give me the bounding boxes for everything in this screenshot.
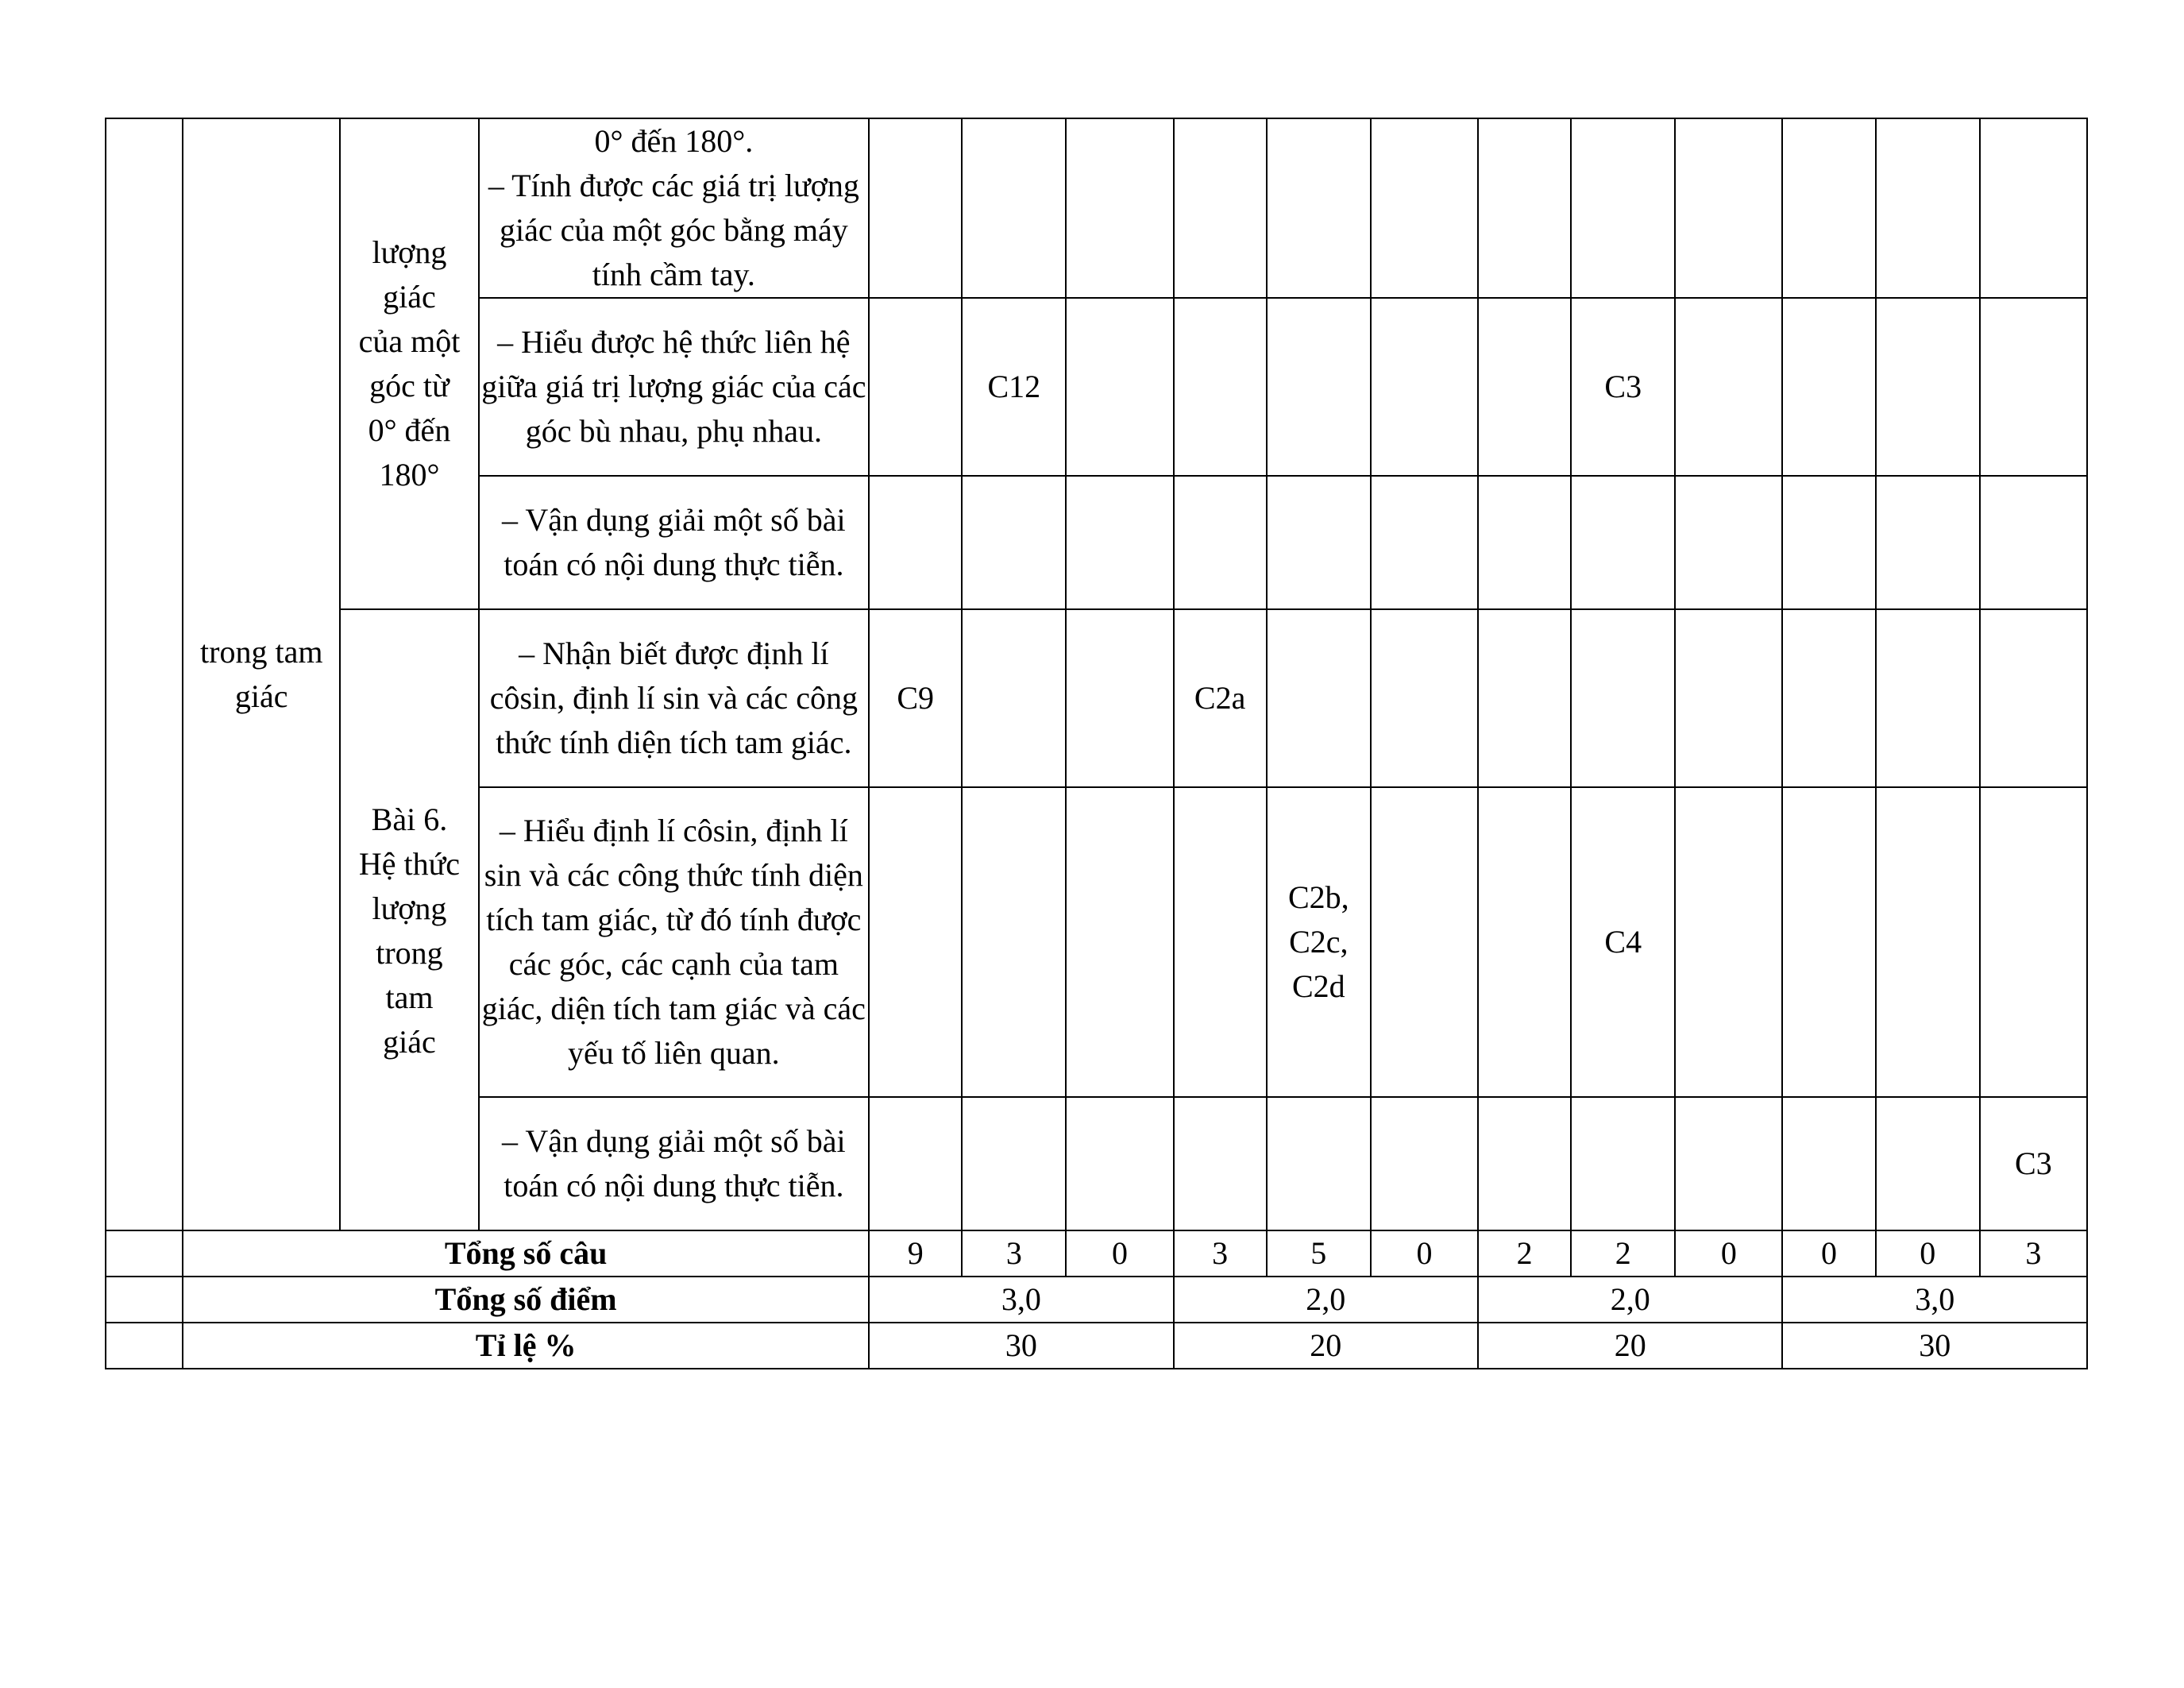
lesson-a-cell xyxy=(340,118,478,609)
level-cell xyxy=(1876,609,1980,787)
requirement-text: – Hiểu được hệ thức liên hệ giữa giá trị lượng giác của các góc bù nhau, phụ nhau. xyxy=(481,324,866,449)
total-points-label: Tổng số điểm xyxy=(183,1277,869,1323)
total-questions-value: 2 xyxy=(1571,1230,1675,1277)
level-cell xyxy=(1876,118,1980,298)
level-cell xyxy=(1267,118,1371,298)
level-cell xyxy=(1980,609,2087,787)
level-cell xyxy=(1478,787,1571,1097)
lesson-b-line: Hệ thức xyxy=(358,846,461,882)
level-cell xyxy=(962,476,1066,609)
level-cell xyxy=(1478,1097,1571,1230)
level-cell xyxy=(1174,118,1267,298)
level-cell xyxy=(1371,609,1478,787)
lesson-a-line: 0° đến xyxy=(368,412,451,448)
stt-cell xyxy=(106,1277,183,1323)
total-points-row xyxy=(106,1277,2087,1323)
total-points-value: 3,0 xyxy=(1782,1277,2087,1323)
total-questions-value: 2 xyxy=(1478,1230,1571,1277)
level-cell xyxy=(1980,476,2087,609)
total-questions-value: 0 xyxy=(1675,1230,1782,1277)
level-cell xyxy=(869,298,962,476)
lesson-b-line: giác xyxy=(383,1024,436,1060)
ratio-value: 30 xyxy=(1782,1323,2087,1369)
requirement-text: – Hiểu định lí côsin, định lí sin và các công thức tính diện tích tam giác, từ đó tính được các góc, các cạnh của tam giác, diện tích tam giác và các yếu tố liên quan. xyxy=(481,813,866,1071)
level-cell xyxy=(1267,476,1371,609)
level-cell xyxy=(1675,609,1782,787)
level-cell: C4 xyxy=(1571,787,1675,1097)
stt-cell xyxy=(106,1230,183,1277)
requirement-text: – Nhận biết được định lí côsin, định lí sin và các công thức tính diện tích tam giác. xyxy=(489,635,858,760)
level-cell: C2a xyxy=(1174,609,1267,787)
requirement-cell xyxy=(479,118,870,298)
requirement-text: – Vận dụng giải một số bài toán có nội dung thực tiễn. xyxy=(502,1123,846,1203)
level-cell xyxy=(1571,476,1675,609)
level-cell xyxy=(1782,1097,1875,1230)
level-cell xyxy=(962,118,1066,298)
total-points-value: 2,0 xyxy=(1174,1277,1478,1323)
level-cell xyxy=(1675,787,1782,1097)
level-cell xyxy=(1478,298,1571,476)
level-cell xyxy=(1478,609,1571,787)
matrix-row xyxy=(106,118,2087,298)
level-cell xyxy=(1066,1097,1173,1230)
ratio-value: 20 xyxy=(1478,1323,1782,1369)
level-cell xyxy=(962,1097,1066,1230)
total-points-value: 2,0 xyxy=(1478,1277,1782,1323)
level-cell xyxy=(1782,609,1875,787)
level-cell xyxy=(1371,787,1478,1097)
level-cell xyxy=(869,118,962,298)
level-cell xyxy=(1980,118,2087,298)
total-questions-value: 5 xyxy=(1267,1230,1371,1277)
level-cell: C12 xyxy=(962,298,1066,476)
level-cell xyxy=(1675,1097,1782,1230)
ratio-row xyxy=(106,1323,2087,1369)
level-cell xyxy=(1066,118,1173,298)
lesson-b-line: lượng xyxy=(372,890,447,926)
level-cell xyxy=(1174,1097,1267,1230)
assessment-matrix-table xyxy=(105,118,2088,1369)
stt-cell xyxy=(106,1323,183,1369)
total-points-value: 3,0 xyxy=(869,1277,1173,1323)
level-cell xyxy=(1066,787,1173,1097)
level-cell xyxy=(1571,118,1675,298)
total-questions-value: 0 xyxy=(1782,1230,1875,1277)
lesson-b-line: trong xyxy=(376,935,443,971)
total-questions-row xyxy=(106,1230,2087,1277)
level-cell: C3 xyxy=(1980,1097,2087,1230)
requirement-text: 0° đến 180°. – Tính được các giá trị lượng giác của một góc bằng máy tính cầm tay. xyxy=(488,123,859,292)
level-cell xyxy=(1174,298,1267,476)
total-questions-value: 3 xyxy=(1980,1230,2087,1277)
total-questions-value: 9 xyxy=(869,1230,962,1277)
total-questions-value: 0 xyxy=(1876,1230,1980,1277)
level-cell xyxy=(1571,609,1675,787)
level-cell: C9 xyxy=(869,609,962,787)
requirement-cell xyxy=(479,476,870,609)
level-cell xyxy=(1174,476,1267,609)
level-cell xyxy=(1675,118,1782,298)
ratio-value: 30 xyxy=(869,1323,1173,1369)
level-cell xyxy=(869,1097,962,1230)
lesson-b-line: tam xyxy=(385,979,434,1015)
level-cell xyxy=(1066,298,1173,476)
requirement-cell xyxy=(479,609,870,787)
total-questions-label: Tổng số câu xyxy=(183,1230,869,1277)
total-questions-value: 3 xyxy=(1174,1230,1267,1277)
level-cell xyxy=(1876,298,1980,476)
ratio-label: Tỉ lệ % xyxy=(183,1323,869,1369)
requirement-cell xyxy=(479,1097,870,1230)
level-cell xyxy=(1371,298,1478,476)
level-cell xyxy=(1782,118,1875,298)
level-cell xyxy=(1675,476,1782,609)
level-cell xyxy=(1371,118,1478,298)
level-cell xyxy=(1782,476,1875,609)
level-cell xyxy=(1980,787,2087,1097)
lesson-a-line: 180° xyxy=(379,457,440,492)
requirement-cell xyxy=(479,298,870,476)
topic-cell xyxy=(183,118,340,1230)
lesson-a-line: của một xyxy=(358,323,461,359)
level-cell xyxy=(869,787,962,1097)
level-cell xyxy=(1371,476,1478,609)
level-cell xyxy=(1174,787,1267,1097)
topic-text: trong tam giác xyxy=(200,634,323,714)
level-cell: C3 xyxy=(1571,298,1675,476)
level-cell-text: C2b, C2c, C2d xyxy=(1287,879,1349,1004)
level-cell xyxy=(1782,787,1875,1097)
lesson-a-line: lượng xyxy=(372,234,447,270)
total-questions-value: 3 xyxy=(962,1230,1066,1277)
level-cell xyxy=(1782,298,1875,476)
level-cell xyxy=(1980,298,2087,476)
level-cell xyxy=(962,609,1066,787)
level-cell xyxy=(1675,298,1782,476)
lesson-b-cell xyxy=(340,609,478,1230)
requirement-cell xyxy=(479,787,870,1097)
level-cell xyxy=(1876,476,1980,609)
level-cell xyxy=(962,787,1066,1097)
requirement-text: – Vận dụng giải một số bài toán có nội dung thực tiễn. xyxy=(502,502,846,582)
level-cell xyxy=(1876,787,1980,1097)
level-cell xyxy=(1066,609,1173,787)
lesson-a-line: giác xyxy=(383,279,436,315)
ratio-value: 20 xyxy=(1174,1323,1478,1369)
level-cell xyxy=(1267,1097,1371,1230)
level-cell xyxy=(1267,609,1371,787)
level-cell xyxy=(869,476,962,609)
level-cell xyxy=(1876,1097,1980,1230)
level-cell xyxy=(1267,787,1371,1097)
level-cell xyxy=(1267,298,1371,476)
lesson-a-line: góc từ xyxy=(369,368,450,404)
level-cell xyxy=(1371,1097,1478,1230)
stt-cell xyxy=(106,118,183,1230)
level-cell xyxy=(1478,476,1571,609)
total-questions-value: 0 xyxy=(1066,1230,1173,1277)
matrix-row xyxy=(106,609,2087,787)
lesson-b-line: Bài 6. xyxy=(371,802,448,837)
total-questions-value: 0 xyxy=(1371,1230,1478,1277)
level-cell xyxy=(1571,1097,1675,1230)
level-cell xyxy=(1478,118,1571,298)
level-cell xyxy=(1066,476,1173,609)
